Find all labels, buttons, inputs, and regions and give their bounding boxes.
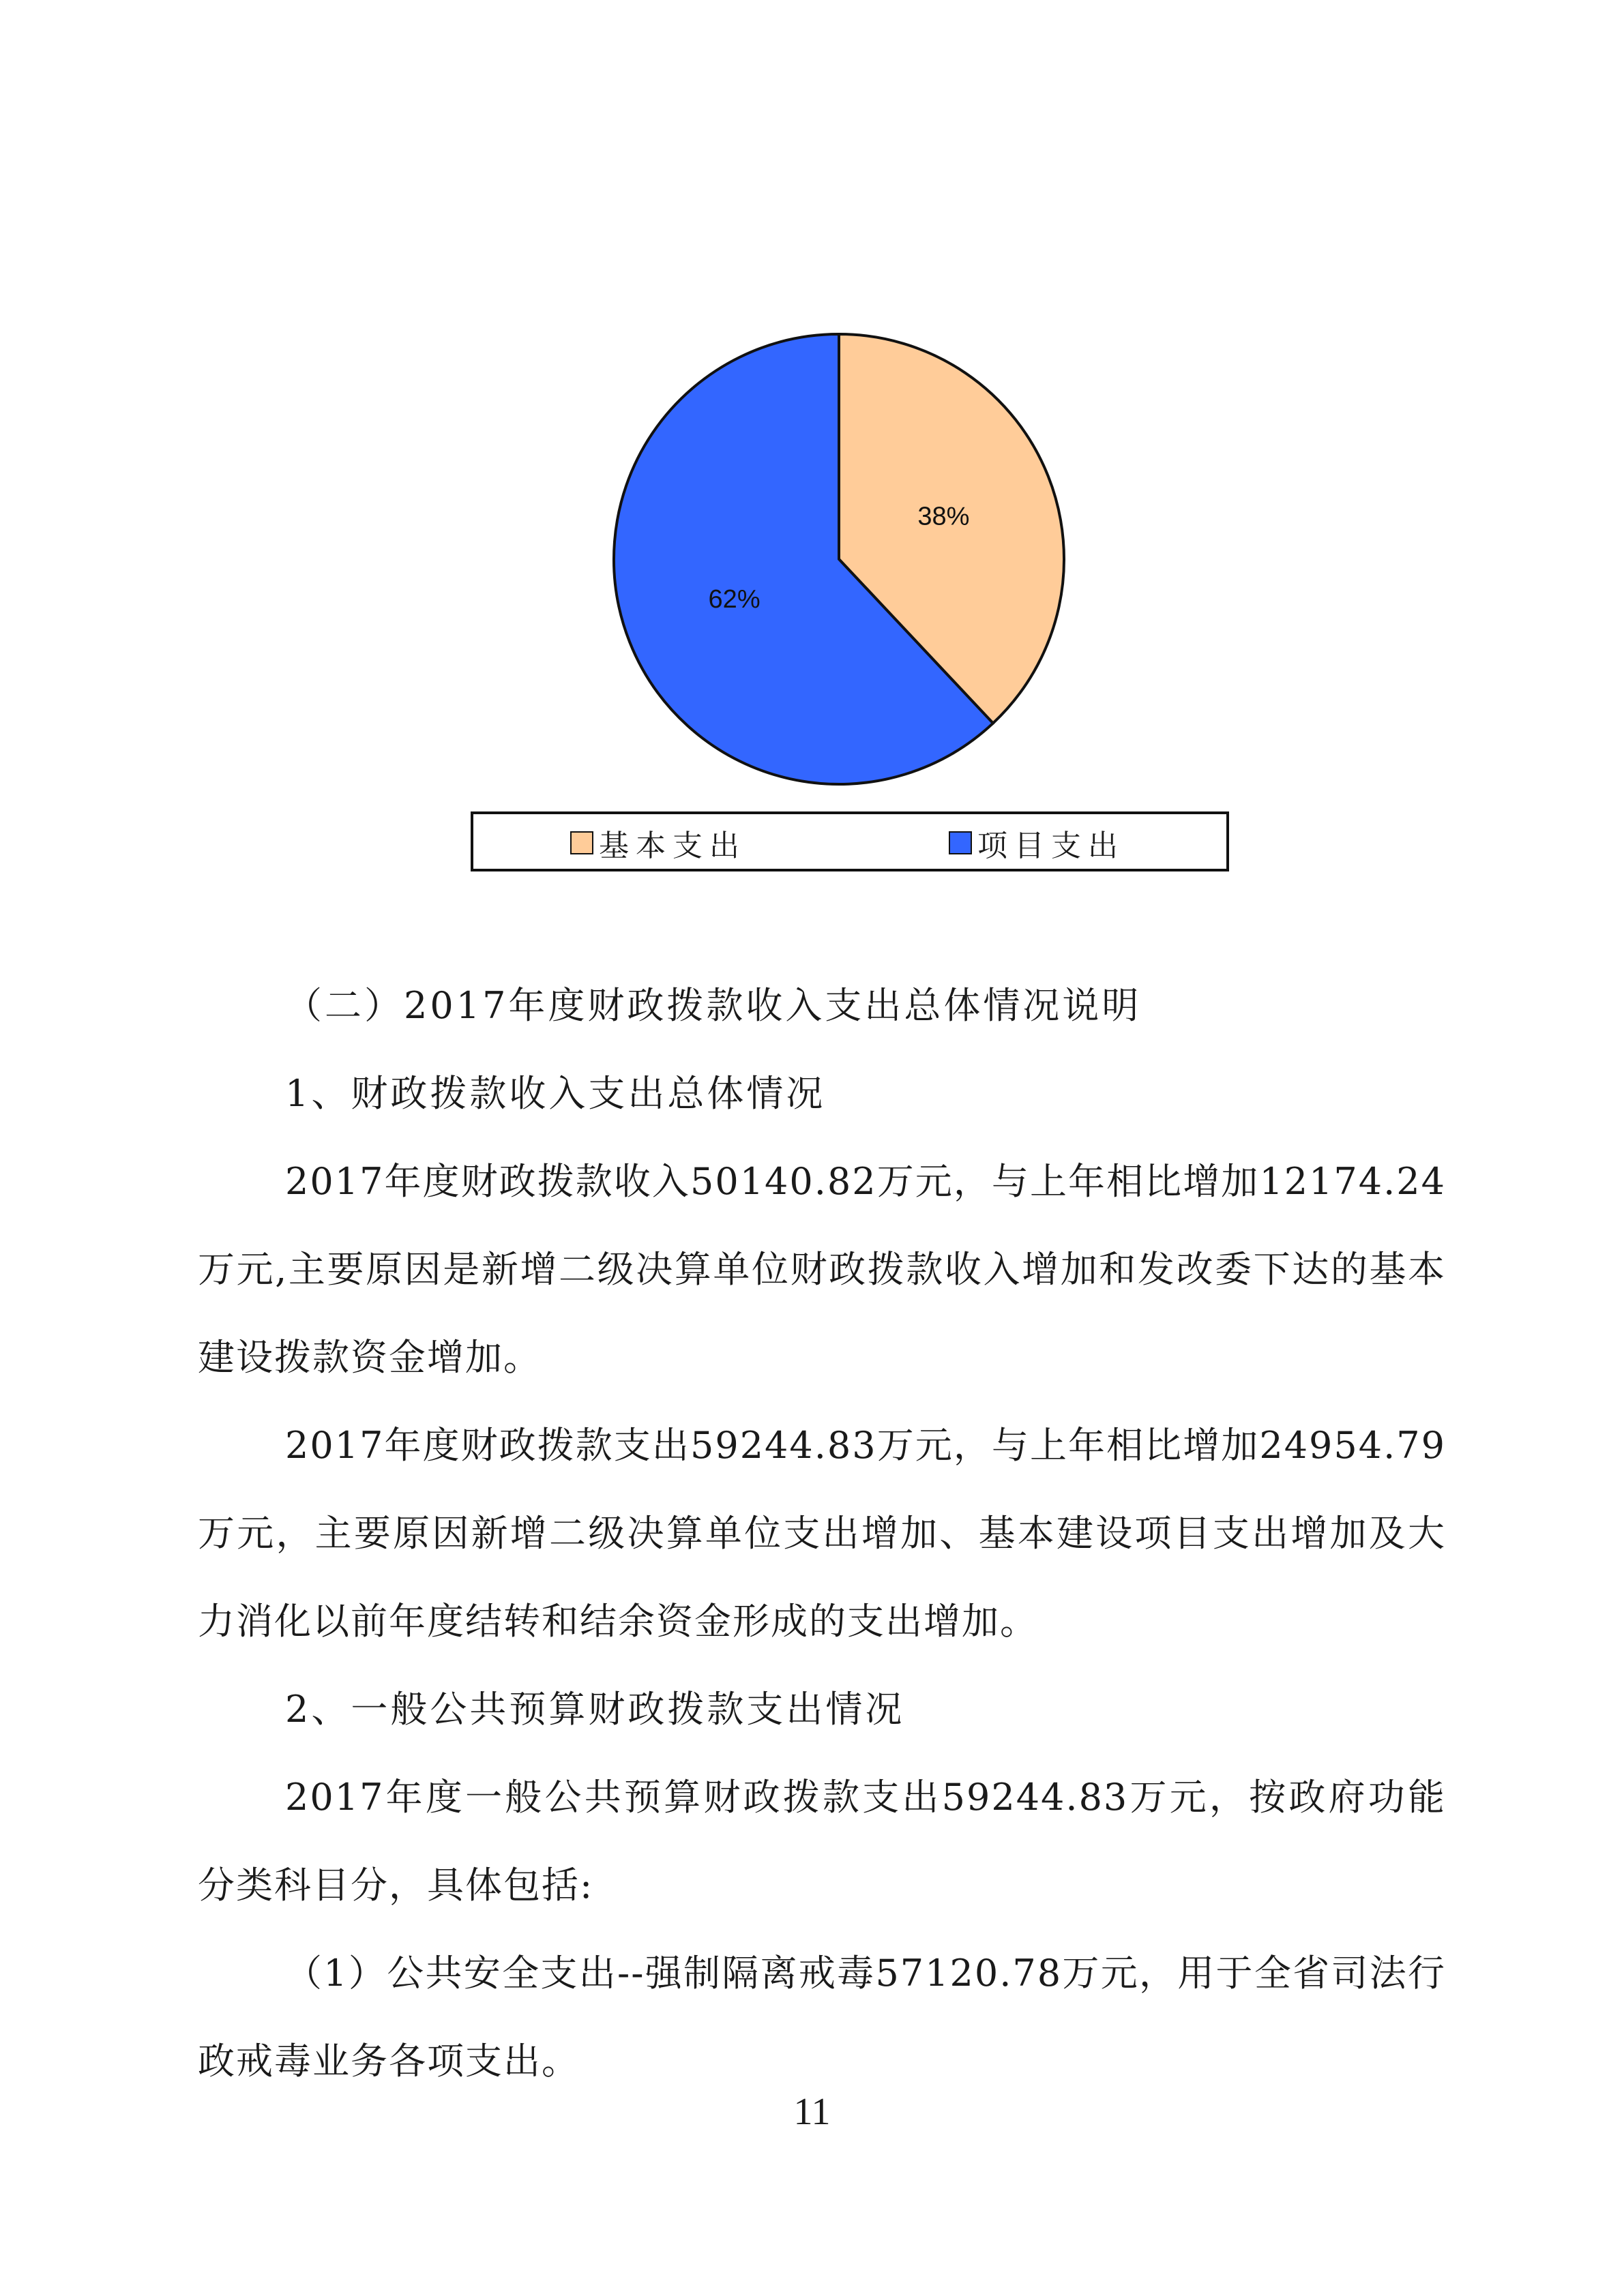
pie-slice-label-0: 38% (917, 502, 970, 531)
public-security-paragraph: （1）公共安全支出--强制隔离戒毒57120.78万元，用于全省司法行政戒毒业务各项支出。 (198, 1952, 1446, 2083)
legend-swatch-basic (570, 831, 593, 854)
legend-label-project: 项目支出 (977, 829, 1125, 863)
pie-slice-label-1: 62% (708, 584, 761, 614)
general-budget-paragraph: 2017年度一般公共预算财政拨款支出59244.83万元，按政府功能分类科目分，具体包括: (198, 1776, 1446, 1907)
legend-swatch-project (949, 831, 972, 854)
item2-heading: 2、一般公共预算财政拨款支出情况 (285, 1688, 905, 1731)
chart-legend (471, 811, 1229, 871)
legend-item-project (949, 826, 1125, 863)
expenditure-paragraph: 2017年度财政拨款支出59244.83万元，与上年相比增加24954.79万元，主要原因新增二级决算单位支出增加、基本建设项目支出增加及大力消化以前年度结转和结余资金形成的支出增加。 (198, 1424, 1446, 1643)
section-heading: （二）2017年度财政拨款收入支出总体情况说明 (285, 984, 1142, 1027)
legend-label-basic: 基本支出 (599, 829, 746, 863)
income-paragraph: 2017年度财政拨款收入50140.82万元，与上年相比增加12174.24万元,主要原因是新增二级决算单位财政拨款收入增加和发改委下达的基本建设拨款资金增加。 (198, 1160, 1446, 1379)
pie-chart (600, 320, 1078, 798)
legend-item-basic (570, 826, 746, 863)
item1-heading: 1、财政拨款收入支出总体情况 (285, 1072, 826, 1115)
page-number: 11 (793, 2091, 831, 2133)
